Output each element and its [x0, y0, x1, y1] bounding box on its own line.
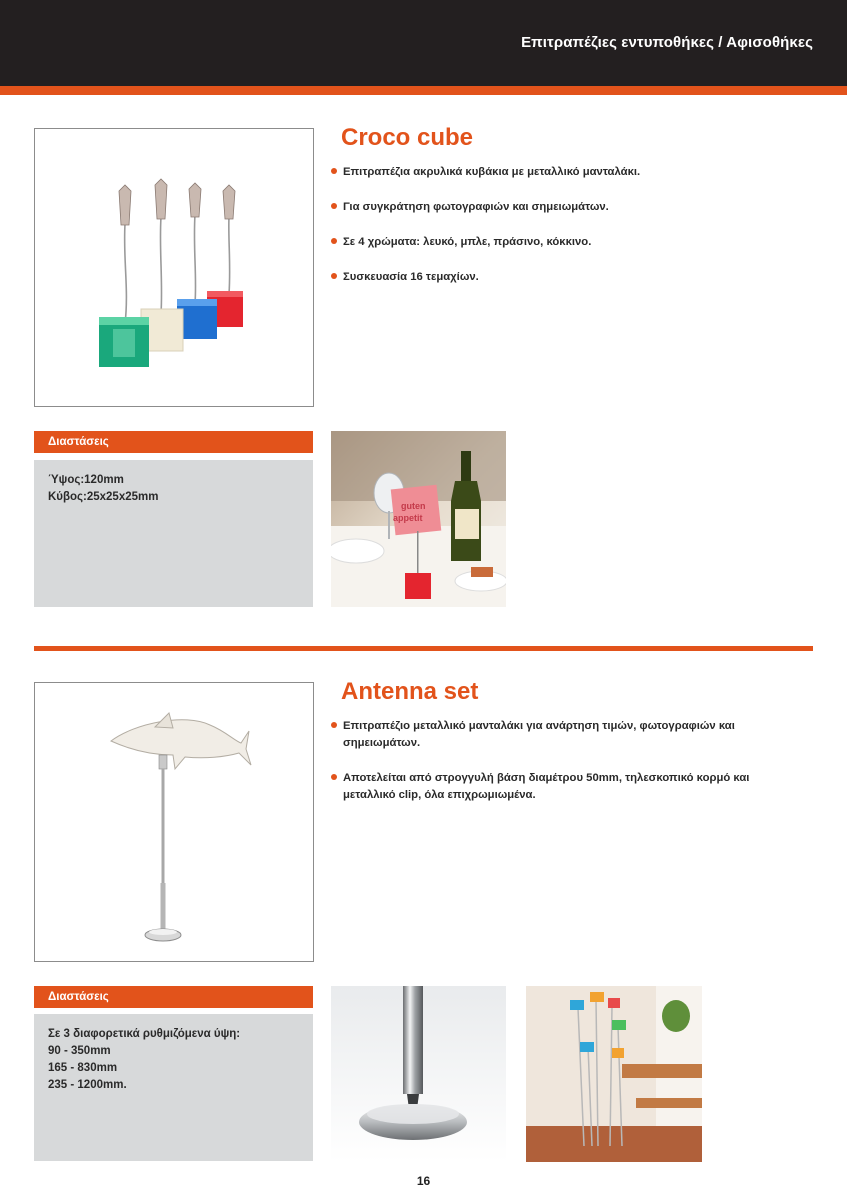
section-divider — [34, 646, 813, 651]
antenna-base-closeup-photo — [331, 986, 506, 1162]
feature-bullet: Για συγκράτηση φωτογραφιών και σημειωμάτων. — [331, 199, 811, 216]
bullet-dot — [331, 238, 337, 244]
bullet-dot — [331, 168, 337, 174]
feature-bullet: Αποτελείται από στρογγυλή βάση διαμέτρου 50mm, τηλεσκοπικό κορμό και μεταλλικό clip, όλα επιχρωμιωμένα. — [331, 770, 801, 804]
header-accent-stripe — [0, 86, 847, 95]
product-title-croco-cube: Croco cube — [341, 124, 474, 151]
feature-bullet: Σε 4 χρώματα: λευκό, μπλε, πράσινο, κόκκινο. — [331, 234, 811, 251]
antenna-set-product-image — [34, 682, 314, 962]
feature-bullet: Συσκευασία 16 τεμαχίων. — [331, 269, 811, 286]
croco-cube-dimensions-box — [34, 460, 313, 607]
croco-cube-dimensions-header: Διαστάσεις — [34, 431, 313, 453]
dimension-line: Ύψος:120mm — [48, 474, 124, 486]
antenna-shark-illustration — [35, 683, 313, 961]
page-header — [0, 0, 847, 86]
note-text-line: guten — [401, 501, 426, 511]
croco-cube-feature-list — [331, 164, 811, 286]
bullet-dot — [331, 273, 337, 279]
table-setting-illustration — [331, 431, 506, 607]
bullet-dot — [331, 722, 337, 728]
note-text-line: appetit — [393, 513, 423, 523]
page-number: 16 — [416, 1174, 431, 1188]
header-title: Επιτραπέζιες εντυποθήκες / Αφισοθήκες — [521, 34, 813, 51]
antenna-set-dimensions-header: Διαστάσεις — [34, 986, 313, 1008]
feature-bullet: Επιτραπέζια ακρυλικά κυβάκια με μεταλλικό μανταλάκι. — [331, 164, 811, 181]
chrome-base-illustration — [331, 986, 506, 1162]
dimension-line: Σε 3 διαφορετικά ρυθμιζόμενα ύψη: — [48, 1028, 241, 1040]
feature-bullet: Επιτραπέζιο μεταλλικό μανταλάκι για ανάρτηση τιμών, φωτογραφιών και σημειωμάτων. — [331, 718, 801, 752]
dimension-line: Κύβος:25x25x25mm — [48, 491, 159, 503]
bullet-dot — [331, 774, 337, 780]
room-antennas-illustration — [526, 986, 702, 1162]
croco-cube-product-image — [34, 128, 314, 407]
antenna-set-feature-list — [331, 718, 801, 804]
bullet-dot — [331, 203, 337, 209]
antenna-set-dimensions-box — [34, 1014, 313, 1161]
antenna-room-photo — [526, 986, 702, 1162]
croco-cube-illustration — [35, 129, 313, 406]
dimension-line: 235 - 1200mm. — [48, 1079, 127, 1091]
dimension-line: 165 - 830mm — [48, 1062, 118, 1074]
croco-cube-table-photo — [331, 431, 506, 607]
dimension-line: 90 - 350mm — [48, 1045, 111, 1057]
product-title-antenna-set: Antenna set — [341, 678, 479, 705]
